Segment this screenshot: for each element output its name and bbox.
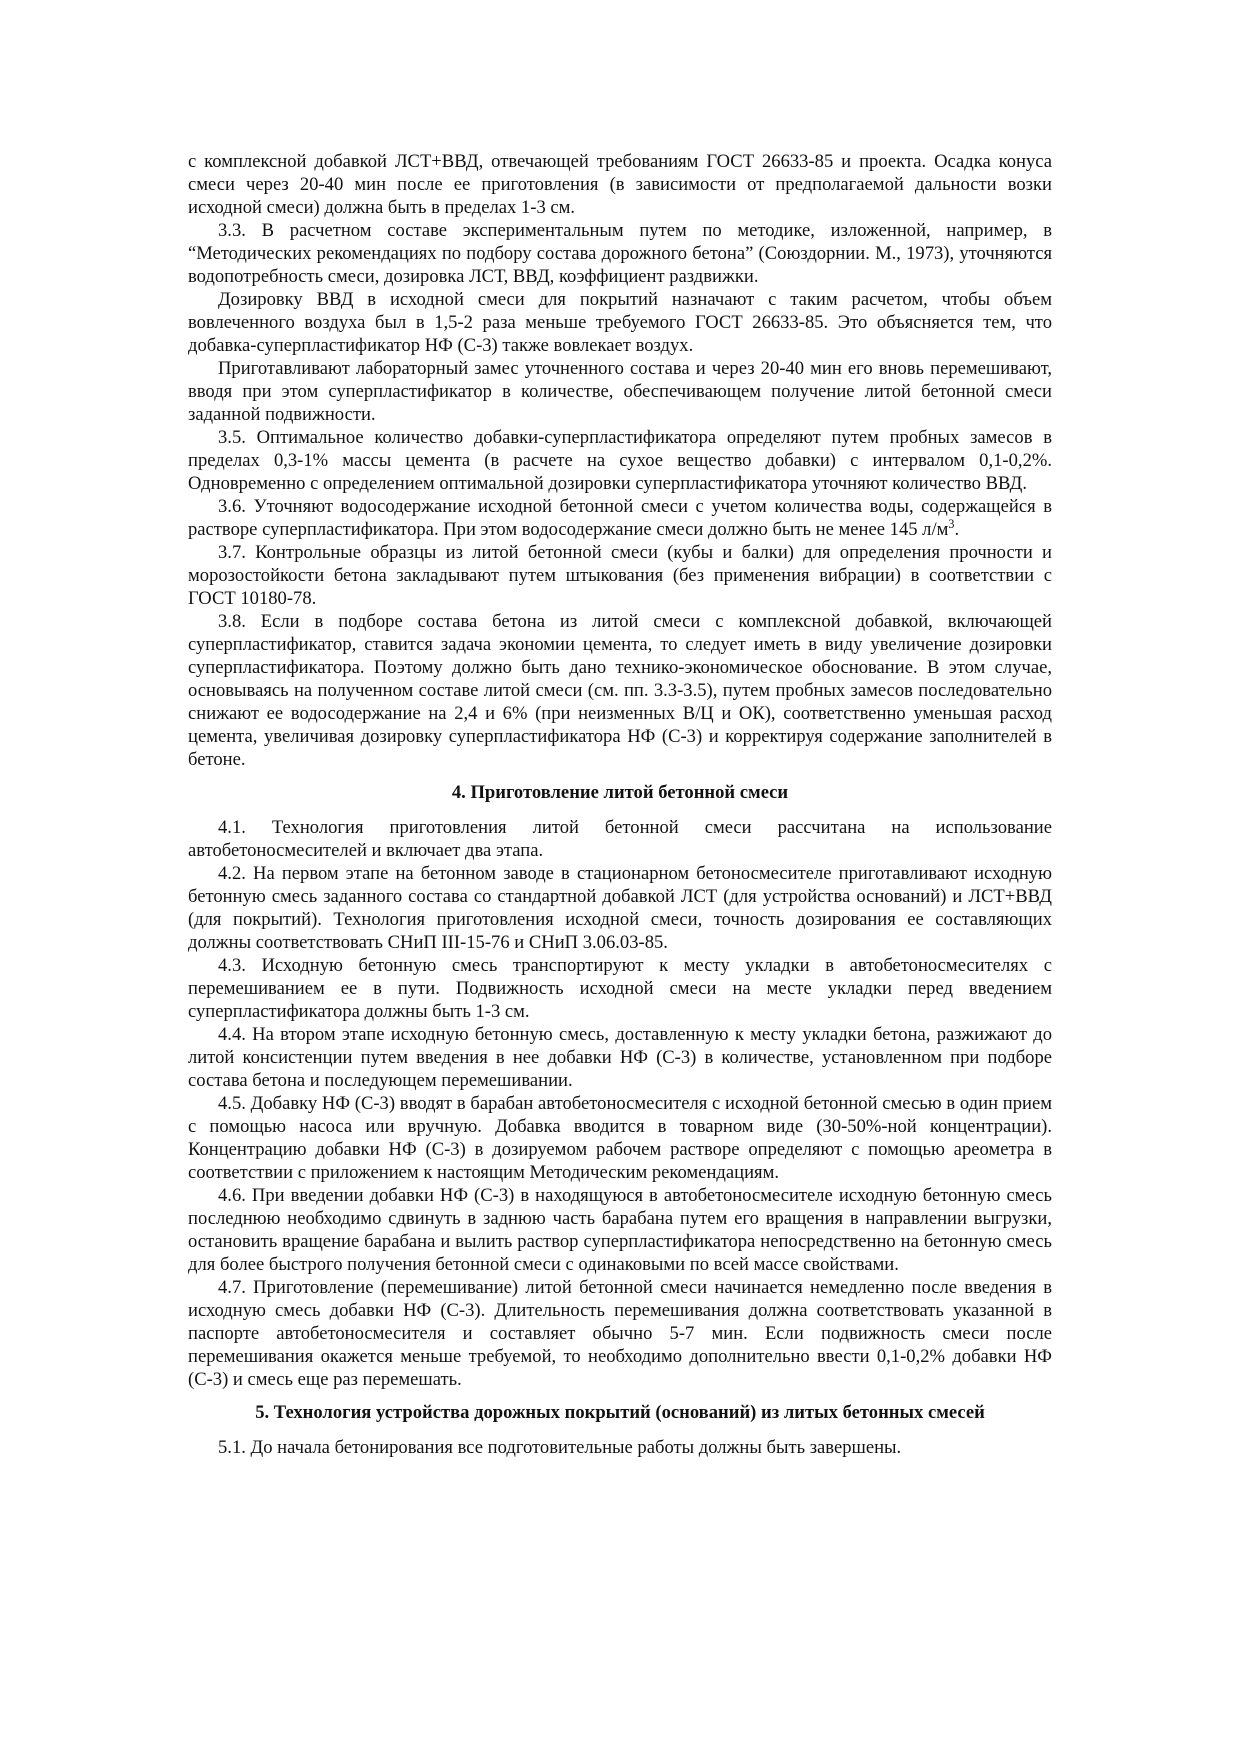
paragraph-4-4: 4.4. На втором этапе исходную бетонную смесь, доставленную к месту укладки бетона, разжижают до литой консистенции путем введения в нее добавки НФ (С-3) в количестве, установленном при подборе состава бетона и последующем перемешивании. [188, 1024, 1052, 1091]
document-page [188, 150, 1052, 1459]
paragraph-3-3: 3.3. В расчетном составе экспериментальным путем по методике, изложенной, например, в “Методических рекомендациях по подбору состава дорожного бетона” (Союздорнии. М., 1973), уточняются водопотребность смеси, дозировка ЛСТ, ВВД, коэффициент раздвижки. [188, 220, 1052, 287]
section-5-heading: 5. Технология устройства дорожных покрытий (оснований) из литых бетонных смесей [255, 1402, 985, 1423]
paragraph-4-2: 4.2. На первом этапе на бетонном заводе в стационарном бетоносмесителе приготавливают исходную бетонную смесь заданного состава со стандартной добавкой ЛСТ (для устройства оснований) и ЛСТ+ВВД (для покрытий). Технология приготовления исходной смеси, точность дозирования ее составляющих должны соответствовать СНиП III-15-76 и СНиП 3.06.03-85. [188, 863, 1052, 953]
paragraph-3-5: 3.5. Оптимальное количество добавки-суперпластификатора определяют путем пробных замесов в пределах 0,3-1% массы цемента (в расчете на сухое вещество добавки) с интервалом 0,1-0,2%. Одновременно с определением оптимальной дозировки суперпластификатора уточняют количество ВВД. [188, 427, 1052, 494]
superscript-cube: 3 [948, 516, 955, 531]
paragraph-3-6-text: 3.6. Уточняют водосодержание исходной бетонной смеси с учетом количества воды, содержащейся в растворе суперпластификатора. При этом водосодержание смеси должно быть не менее 145 л/м [188, 496, 1052, 540]
section-4-heading: 4. Приготовление литой бетонной смеси [451, 782, 789, 803]
paragraph-4-5: 4.5. Добавку НФ (С-3) вводят в барабан автобетоносмесителя с исходной бетонной смесью в один прием с помощью насоса или вручную. Добавка вводится в товарном виде (30-50%-ной концентрации). Концентрацию добавки НФ (С-3) в дозируемом рабочем растворе определяют с помощью ареометра в соответствии с приложением к настоящим Методическим рекомендациям. [188, 1093, 1052, 1183]
paragraph-4-1: 4.1. Технология приготовления литой бетонной смеси рассчитана на использование автобетоносмесителей и включает два этапа. [188, 817, 1052, 861]
paragraph-4-3: 4.3. Исходную бетонную смесь транспортируют к месту укладки в автобетоносмесителях с перемешиванием ее в пути. Подвижность исходной смеси на месте укладки перед введением суперпластификатора должны быть 1-3 см. [188, 955, 1052, 1022]
paragraph-4-7: 4.7. Приготовление (перемешивание) литой бетонной смеси начинается немедленно после введения в исходную смесь добавки НФ (С-3). Длительность перемешивания должна соответствовать указанной в паспорте автобетоносмесителя и составляет обычно 5-7 мин. Если подвижность смеси после перемешивания окажется меньше требуемой, то необходимо дополнительно ввести 0,1-0,2% добавки НФ (С-3) и смесь еще раз перемешать. [188, 1277, 1052, 1390]
paragraph-lab-batch: Приготавливают лабораторный замес уточненного состава и через 20-40 мин его вновь перемешивают, вводя при этом суперпластификатор в количестве, обеспечивающем получение литой бетонной смеси заданной подвижности. [188, 358, 1052, 425]
paragraph-3-6-end: . [954, 519, 960, 540]
paragraph-3-8: 3.8. Если в подборе состава бетона из литой смеси с комплексной добавкой, включающей суперпластификатор, ставится задача экономии цемента, то следует иметь в виду увеличение дозировки суперпластификатора. Поэтому должно быть дано технико-экономическое обоснование. В этом случае, основываясь на полученном составе литой смеси (см. пп. 3.3-3.5), путем пробных замесов последовательно снижают ее водосодержание на 2,4 и 6% (при неизменных В/Ц и ОК), соответственно уменьшая расход цемента, увеличивая дозировку суперпластификатора НФ (С-3) и корректируя содержание заполнителей в бетоне. [188, 611, 1052, 770]
paragraph-continuation: с комплексной добавкой ЛСТ+ВВД, отвечающей требованиям ГОСТ 26633-85 и проекта. Осадка конуса смеси через 20-40 мин после ее приготовления (в зависимости от предполагаемой дальности возки исходной смеси) должна быть в пределах 1-3 см. [188, 151, 1052, 218]
paragraph-5-1: 5.1. До начала бетонирования все подготовительные работы должны быть завершены. [218, 1437, 902, 1458]
paragraph-3-7: 3.7. Контрольные образцы из литой бетонной смеси (кубы и балки) для определения прочности и морозостойкости бетона закладывают путем штыкования (без применения вибрации) в соответствии с ГОСТ 10180-78. [188, 542, 1052, 609]
paragraph-3-6 [188, 495, 1052, 541]
paragraph-vvd-dosage: Дозировку ВВД в исходной смеси для покрытий назначают с таким расчетом, чтобы объем вовлеченного воздуха был в 1,5-2 раза меньше требуемого ГОСТ 26633-85. Это объясняется тем, что добавка-суперпластификатор НФ (С-3) также вовлекает воздух. [188, 289, 1052, 356]
paragraph-4-6: 4.6. При введении добавки НФ (С-3) в находящуюся в автобетоносмесителе исходную бетонную смесь последнюю необходимо сдвинуть в заднюю часть барабана путем его вращения в направлении выгрузки, остановить вращение барабана и вылить раствор суперпластификатора непосредственно на бетонную смесь для более быстрого получения бетонной смеси с одинаковыми по всей массе свойствами. [188, 1185, 1052, 1275]
